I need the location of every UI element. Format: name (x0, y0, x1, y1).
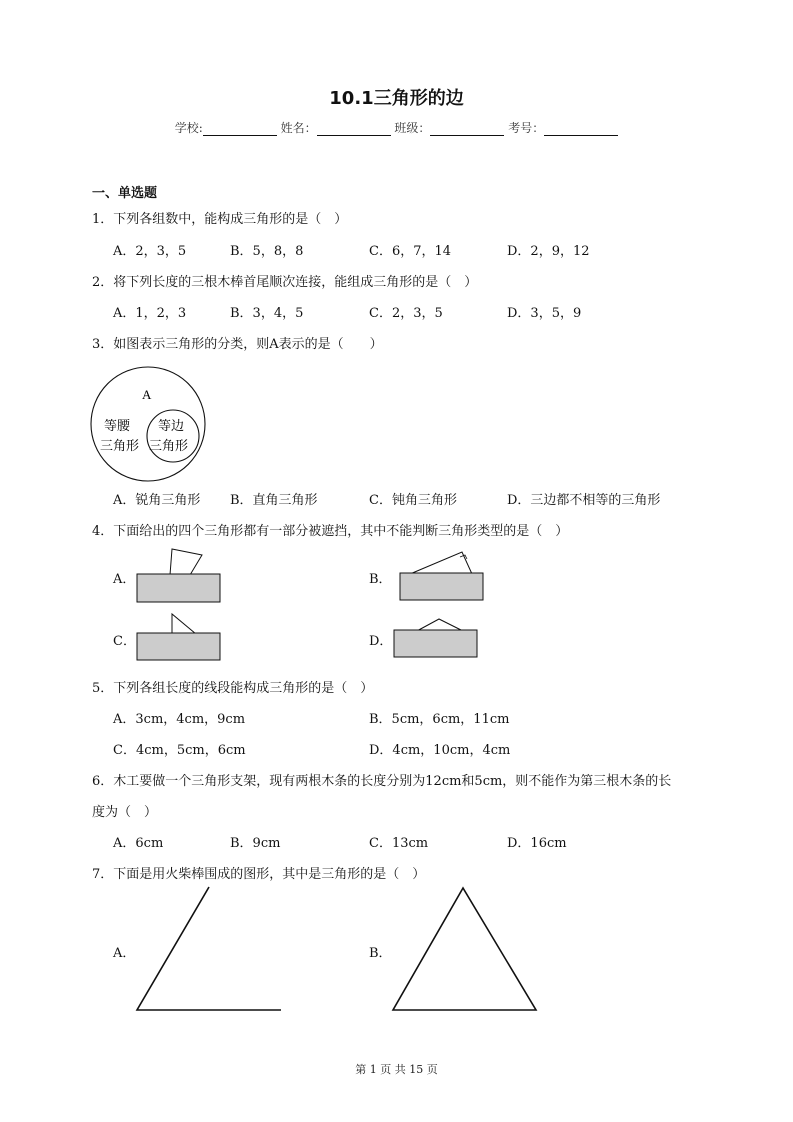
name-label: 姓名： (280, 121, 317, 135)
q4-figure-b (398, 548, 486, 604)
section-title: 一、单选题 (92, 186, 158, 201)
right-angle-mark (460, 555, 467, 559)
q5-option-a: A．3cm，4cm，9cm (113, 712, 246, 727)
q1-option-a: A．2，3，5 (113, 244, 187, 259)
q4-figure-d (393, 612, 481, 662)
matchstick-open-figure (137, 887, 281, 1010)
class-blank (430, 123, 504, 136)
footer-page-number: 1 (369, 1063, 377, 1076)
school-blank (203, 123, 277, 136)
student-info-line (0, 119, 793, 136)
q3-option-a: A．锐角三角形 (113, 493, 201, 508)
q7-option-b: B． (369, 946, 392, 961)
q4-option-b: B． (369, 572, 392, 587)
q4-figure-c (136, 610, 222, 664)
q3-option-c: C．钝角三角形 (369, 493, 457, 508)
question-5-text: 5．下列各组长度的线段能构成三角形的是（ ） (92, 681, 374, 696)
question-6-text-line1: 6．木工要做一个三角形支架，现有两根木条的长度分别为12cm和5cm，则不能作为第三根木条的长 (92, 774, 672, 789)
q6-option-c: C．13cm (369, 836, 429, 851)
q4-option-a: A． (113, 572, 136, 587)
question-4-text: 4．下面给出的四个三角形都有一部分被遮挡，其中不能判断三角形类型的是（ ） (92, 524, 569, 539)
q5-option-b: B．5cm，6cm，11cm (369, 712, 510, 727)
name-blank (317, 123, 391, 136)
question-7-text: 7．下面是用火柴棒围成的图形，其中是三角形的是（ ） (92, 867, 426, 882)
q5-option-d: D．4cm，10cm，4cm (369, 743, 511, 758)
q2-option-b: B．3，4，5 (230, 306, 304, 321)
footer-suffix: 页 (426, 1063, 438, 1076)
question-2-text: 2．将下列长度的三根木棒首尾顺次连接，能组成三角形的是（ ） (92, 275, 478, 290)
q6-option-b: B．9cm (230, 836, 281, 851)
q7-figure-b-triangle (390, 884, 540, 1014)
label-isosceles-1: 等腰 (104, 419, 131, 434)
triangle-classification-diagram (90, 364, 210, 484)
label-isosceles-2: 三角形 (100, 439, 140, 454)
inner-circle (147, 410, 199, 462)
cover-box-d (394, 630, 477, 657)
footer-mid: 页 共 (380, 1063, 406, 1076)
page-footer (0, 1061, 793, 1077)
footer-prefix: 第 (355, 1063, 367, 1076)
question-1-text: 1．下列各组数中，能构成三角形的是（ ） (92, 212, 348, 227)
question-6-text-line2: 度为（ ） (92, 805, 158, 820)
q7-option-a: A． (113, 946, 136, 961)
label-equilateral-2: 三角形 (149, 439, 189, 454)
partial-triangle-b (410, 552, 472, 574)
q2-option-c: C．2，3，5 (369, 306, 443, 321)
q3-option-d: D．三边都不相等的三角形 (507, 493, 661, 508)
exam-no-label: 考号： (508, 121, 545, 135)
q4-option-c: C． (113, 634, 136, 649)
exam-no-blank (544, 123, 618, 136)
partial-triangle-c (172, 614, 196, 634)
matchstick-triangle (393, 888, 536, 1010)
class-label: 班级： (394, 121, 431, 135)
q1-option-d: D．2，9，12 (507, 244, 590, 259)
question-3-text: 3．如图表示三角形的分类，则A表示的是（ ） (92, 337, 383, 352)
q1-option-b: B．5，8，8 (230, 244, 304, 259)
school-label: 学校: (174, 121, 203, 135)
partial-triangle-a (170, 549, 202, 575)
q2-option-a: A．1，2，3 (113, 306, 187, 321)
footer-total-pages: 15 (409, 1063, 424, 1076)
q2-option-d: D．3，5，9 (507, 306, 582, 321)
label-equilateral-1: 等边 (158, 419, 185, 434)
page-title: 10.1三角形的边 (329, 88, 464, 109)
q6-option-d: D．16cm (507, 836, 567, 851)
q1-option-c: C．6，7，14 (369, 244, 452, 259)
q5-option-c: C．4cm，5cm，6cm (113, 743, 246, 758)
label-a: A (142, 387, 152, 402)
q7-figure-a-open-shape (134, 884, 284, 1014)
cover-box-a (137, 574, 220, 602)
cover-box-c (137, 633, 220, 660)
q4-figure-a (136, 545, 222, 605)
q6-option-a: A．6cm (113, 836, 164, 851)
q3-option-b: B．直角三角形 (230, 493, 318, 508)
cover-box-b (400, 573, 483, 600)
q4-option-d: D． (369, 634, 393, 649)
